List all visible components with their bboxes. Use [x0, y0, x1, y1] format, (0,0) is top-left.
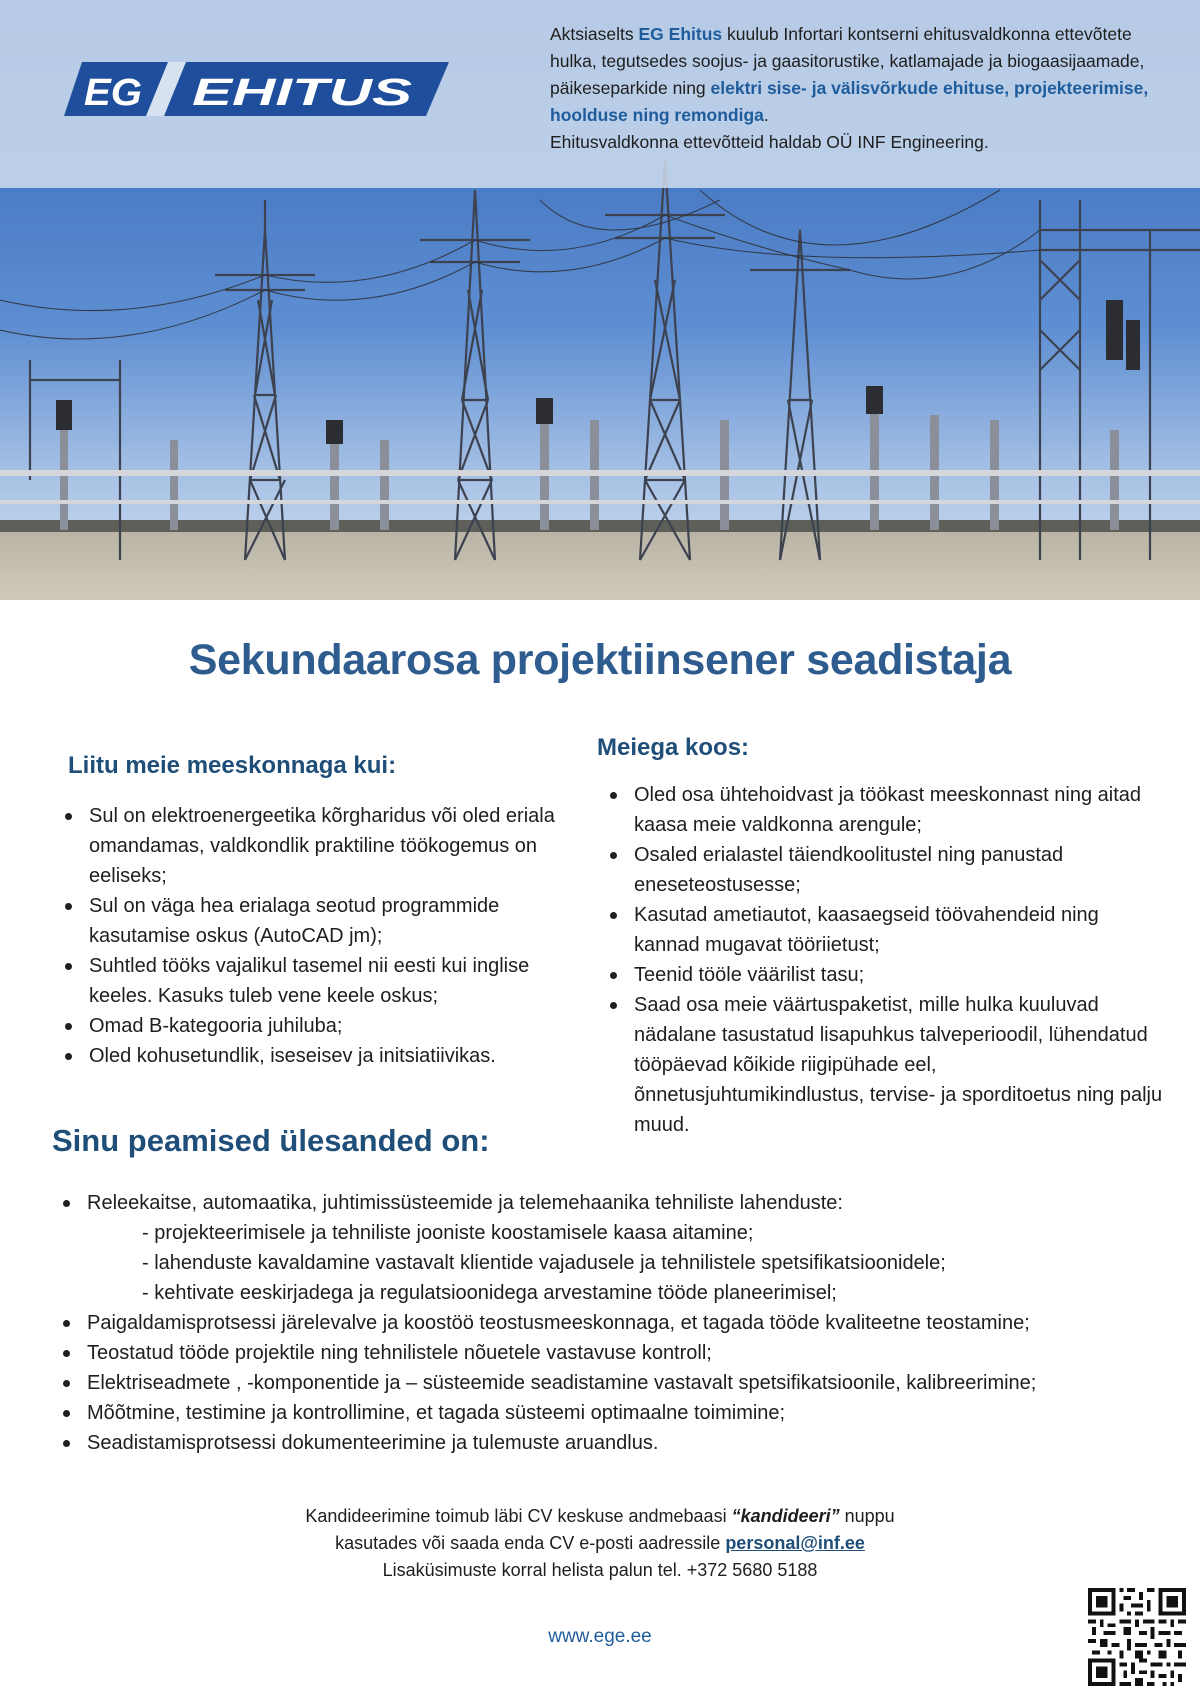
qr-code-icon [1088, 1588, 1186, 1686]
benefits-heading: Meiega koos: [597, 734, 750, 761]
services-highlight: elektri sise- ja välisvõrkude ehituse, projekteerimise, hoolduse ning remondiga [550, 78, 1149, 125]
list-item: Suhtled tööks vajalikul tasemel nii eesti kui inglise keeles. Kasuks tuleb vene keele oskus; [60, 951, 570, 1011]
list-item: Kasutad ametiautot, kaasaegseid töövahendeid ning kannad mugavat tööriietust; [605, 900, 1165, 960]
tasks-heading: Sinu peamised ülesanded on: [52, 1123, 490, 1158]
apply-line-2: kasutades või saada enda CV e-posti aadressile personal@inf.ee [335, 1533, 865, 1553]
list-item: Releekaitse, automaatika, juhtimissüsteemide ja telemehaanika tehniliste lahenduste: [58, 1188, 1168, 1218]
application-info [0, 1503, 1200, 1584]
list-item: Mõõtmine, testimine ja kontrollimine, et tagada süsteemi optimaalne toimimine; [58, 1398, 1168, 1428]
requirements-heading: Liitu meie meeskonnaga kui: [68, 752, 397, 779]
list-item: Sul on väga hea erialaga seotud programmide kasutamise oskus (AutoCAD jm); [60, 891, 570, 951]
website-link[interactable]: www.ege.ee [548, 1626, 652, 1647]
intro-text: . [763, 105, 769, 125]
phone-line: Lisaküsimuste korral helista palun tel. +372 5680 5188 [382, 1560, 818, 1580]
list-item: Sul on elektroenergeetika kõrgharidus või oled eriala omandamas, valdkondlik praktiline töökogemus on eeliseks; [60, 801, 570, 891]
list-item: Osaled erialastel täiendkoolitustel ning panustad eneseteostusesse; [605, 840, 1165, 900]
job-title: Sekundaarosa projektiinsener seadistaja [188, 636, 1012, 684]
intro-text: Aktsiaselts [550, 24, 639, 44]
list-item: Saad osa meie väärtuspaketist, mille hulka kuuluvad nädalane tasustatud lisapuhkus talveperioodil, lühendatud tööpäevad kõikide riigipühade eel, õnnetusjuhtumikindlustus, tervise- ja sporditoetus ning palju muud. [605, 990, 1165, 1140]
hero-section [0, 0, 1200, 600]
list-item: Teenid tööle väärilist tasu; [605, 960, 1165, 990]
list-item: Oled osa ühtehoidvast ja töökast meeskonnast ning aitad kaasa meie valdkonna arengule; [605, 780, 1165, 840]
company-name: EG Ehitus [638, 24, 723, 44]
intro-text: kuulub Infortari kontserni ehitusvaldkonna ettevõtete hulka, tegutsedes soojus- ja gaasitorustike, katlamajade ja biogaasijaamade, päikeseparkide ning [550, 24, 1145, 98]
email-link[interactable]: personal@inf.ee [725, 1533, 865, 1553]
eg-ehitus-logo [64, 60, 449, 118]
list-item: Elektriseadmete , -komponentide ja – süsteemide seadistamine vastavalt spetsifikatsioonile, kalibreerimine; [58, 1368, 1168, 1398]
tasks-list [58, 1188, 1168, 1458]
list-item: Teostatud tööde projektile ning tehnilistele nõuetele vastavuse kontroll; [58, 1338, 1168, 1368]
intro-text: Ehitusvaldkonna ettevõtteid haldab OÜ INF Engineering. [550, 132, 989, 152]
sub-list-item: - projekteerimisele ja tehniliste jooniste koostamisele kaasa aitamine; [142, 1222, 754, 1244]
benefits-list [605, 780, 1165, 1140]
list-item: Omad B-kategooria juhiluba; [60, 1011, 570, 1041]
svg-text:EG: EG [84, 72, 142, 114]
apply-button-name: “kandideeri” [731, 1506, 840, 1526]
requirements-list [60, 801, 570, 1071]
company-intro [550, 21, 1160, 156]
svg-text:EHITUS: EHITUS [192, 72, 412, 114]
list-item: Paigaldamisprotsessi järelevalve ja koostöö teostusmeeskonnaga, et tagada tööde kvaliteetne teostamine; [58, 1308, 1168, 1338]
list-item: Seadistamisprotsessi dokumenteerimine ja tulemuste aruandlus. [58, 1428, 1168, 1458]
sub-list-item: - lahenduste kavaldamine vastavalt klientide vajadusele ja tehnilistele spetsifikatsioonidele; [142, 1252, 946, 1274]
sub-list-item: - kehtivate eeskirjadega ja regulatsioonidega arvestamine tööde planeerimisel; [142, 1282, 837, 1304]
list-item: Oled kohusetundlik, iseseisev ja initsiatiivikas. [60, 1041, 570, 1071]
apply-line-1: Kandideerimine toimub läbi CV keskuse andmebaasi “kandideeri” nuppu [305, 1506, 895, 1526]
